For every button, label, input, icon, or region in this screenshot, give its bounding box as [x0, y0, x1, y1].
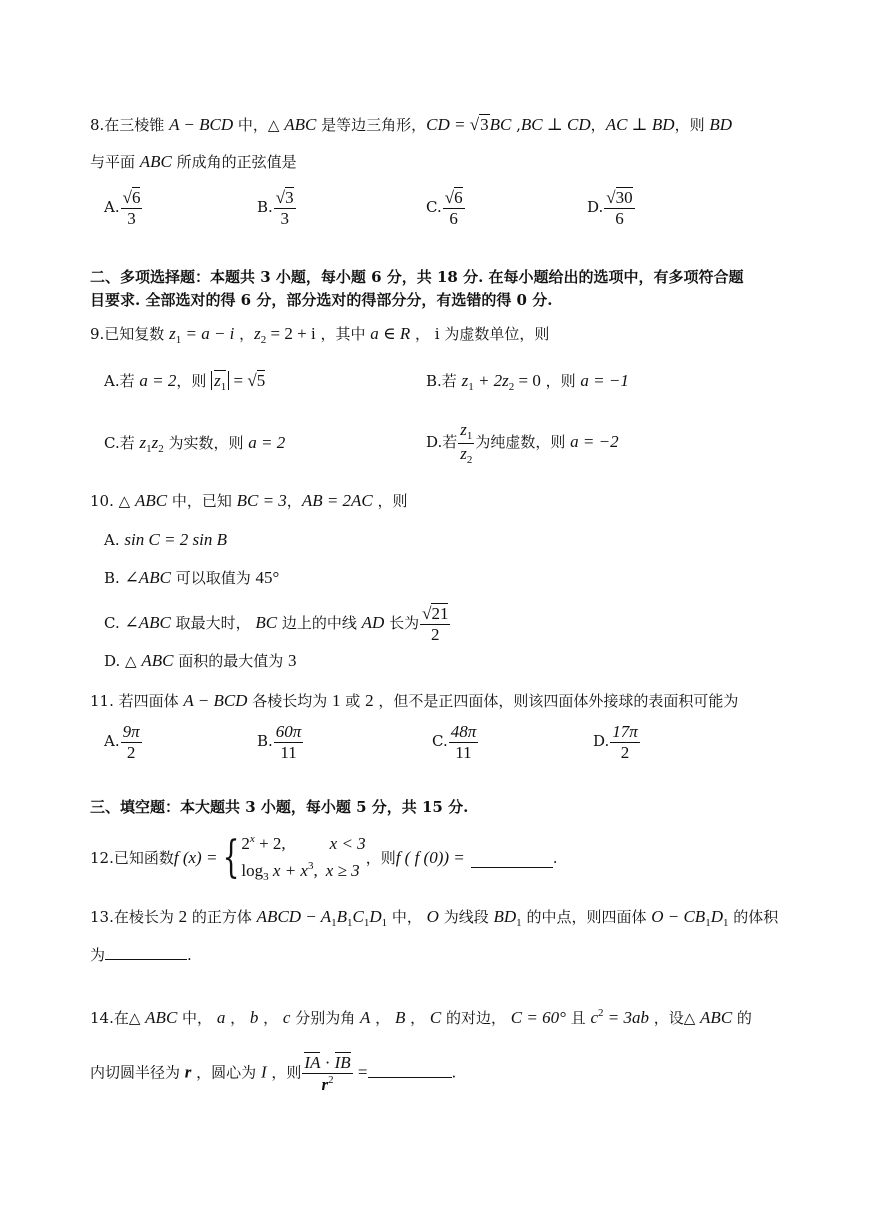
q8-option-b: B. $\frac{√3}{3}$ [257, 188, 294, 228]
q10-option-c: C. ∠ABC 取最大时， BC 边上的中线 AD 长为 $\frac{√21}{2}$ [104, 604, 449, 644]
q8-option-c: C. $\frac{√6}{6}$ [426, 188, 463, 228]
q14-line2: 内切圆半径为 r ，圆心为 I ，则 $\frac{IA \cdot IB}{r^2}$ = . [90, 1053, 457, 1094]
q11-option-d: D. $\frac{17\pi}{2}$ [593, 722, 638, 762]
q9-option-a: A.若 a = 2，则 $z_1 = √5$ [104, 371, 266, 393]
q10-option-a: A. sin C = 2 sin B [104, 530, 227, 549]
section2-heading-line1: 二、多项选择题：本题共 3 小题，每小题 6 分，共 18 分. 在每小题给出的选项中，有多项符合题 [90, 268, 744, 286]
q11-option-a: A. $\frac{9\pi}{2}$ [104, 722, 140, 762]
q12-stem: 12.已知函数 f (x) = { $2^x + 2$, x < 3 $\log_3 x + x^3$, x ≥ 3 ，则 f ( f (0)) = . [90, 828, 558, 888]
q8-stem-line2: 与平面 ABC 所成角的正弦值是 [90, 152, 297, 171]
q14-answer-blank[interactable] [368, 1061, 452, 1078]
q9-option-b: B.若 $z_1 + 2z_2 = 0$ ，则 a = −1 [426, 371, 629, 393]
q10-stem: 10. △ ABC 中，已知 BC = 3，AB = 2AC ，则 [90, 491, 408, 510]
q11-option-b: B. $\frac{60\pi}{11}$ [257, 722, 302, 762]
q9-stem: 9.已知复数 $z_1 = a - i$ ，$z_2 = 2 + i$ ，其中 a ∈ R ， i 为虚数单位，则 [90, 324, 550, 346]
q13-line1: 13.在棱长为 2 的正方体 ABCD − $A_1B_1C_1D_1$ 中， O 为线段 $BD_1$ 的中点，则四面体 $O - CB_1D_1$ 的体积 [90, 907, 779, 929]
section3-heading: 三、填空题：本大题共 3 小题，每小题 5 分，共 15 分. [90, 798, 469, 816]
q11-stem: 11. 若四面体 A − BCD 各棱长均为 1 或 2 ，但不是正四面体，则该四面体外接球的表面积可能为 [90, 691, 739, 710]
q9-option-c: C.若 $z_1z_2$ 为实数，则 a = 2 [104, 433, 286, 455]
q14-line1: 14.在△ ABC 中， a ， b ， c 分别为角 A ， B ， C 的对边， C = 60° 且 $c^2 = 3ab$ ，设△ ABC 的 [90, 1007, 752, 1027]
q8-stem-line1: 8.在三棱锥 A − BCD 中，△ ABC 是等边三角形，CD = √3BC ,BC ⊥ CD，AC ⊥ BD，则 BD [90, 115, 733, 134]
q10-option-d: D. △ ABC 面积的最大值为 3 [104, 651, 297, 670]
q12-answer-blank[interactable] [471, 849, 553, 868]
piecewise-cases: $2^x + 2$, x < 3 $\log_3 x + x^3$, x ≥ 3 [241, 833, 366, 883]
q8-option-a: A. $\frac{√6}{3}$ [104, 188, 141, 228]
q11-option-c: C. $\frac{48\pi}{11}$ [432, 722, 477, 762]
q8-option-d: D. $\frac{√30}{6}$ [587, 188, 633, 228]
piecewise-brace: { [223, 832, 240, 883]
q10-option-b: B. ∠ABC 可以取值为 45° [104, 568, 280, 587]
q9-option-d: D.若 $\frac{z_1}{z_2}$ 为纯虚数，则 a = −2 [426, 420, 619, 466]
q13-line2: 为 . [90, 943, 192, 966]
section2-heading-line2: 目要求. 全部选对的得 6 分，部分选对的得部分分，有选错的得 0 分. [90, 291, 553, 309]
q13-answer-blank[interactable] [105, 943, 187, 960]
